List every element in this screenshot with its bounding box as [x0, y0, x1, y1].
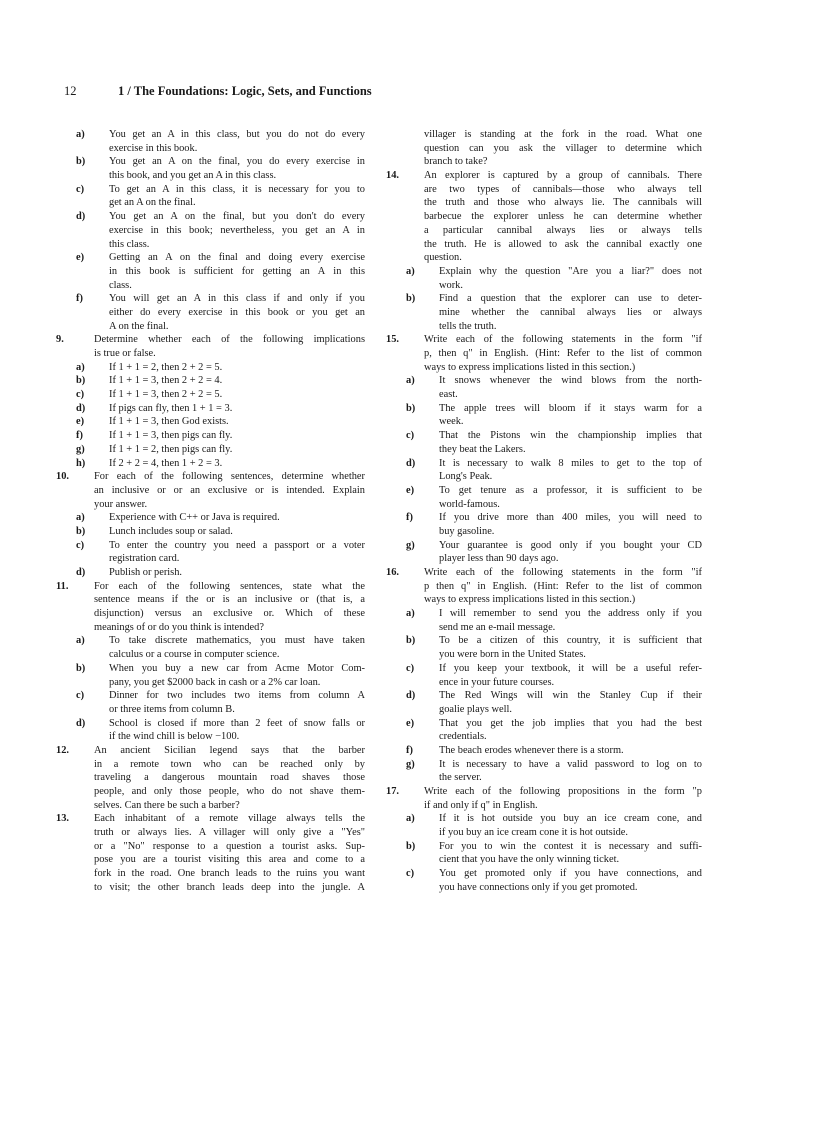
- line-text: If 1 + 1 = 2, then pigs can fly.: [109, 443, 233, 455]
- line-text: goalie plays well.: [439, 703, 513, 715]
- exercise-number: 14.: [386, 170, 399, 182]
- text-line: [396, 443, 702, 457]
- text-line: [66, 183, 365, 197]
- subitem-label: b): [406, 840, 416, 852]
- line-text: That the Pistons win the championship implies that: [439, 430, 702, 442]
- line-text: week.: [439, 416, 464, 428]
- right-column: [386, 128, 702, 895]
- subitem-label: a): [406, 608, 415, 620]
- text-line: [396, 744, 702, 758]
- line-text: in a remote town who can be reached only by: [94, 758, 365, 770]
- text-line: [66, 758, 365, 772]
- line-text: this class.: [109, 238, 150, 250]
- text-line: [396, 703, 702, 717]
- line-text: question can you ask the villager to determine which: [424, 142, 702, 154]
- text-line: [66, 634, 365, 648]
- line-text: Find a question that the explorer can use to deter-: [439, 293, 702, 305]
- line-text: in this book is sufficient for getting an A in this: [109, 265, 365, 277]
- line-text: To be a citizen of this country, it is sufficient that: [439, 635, 702, 647]
- text-line: [66, 443, 365, 457]
- line-text: tells the truth.: [439, 320, 497, 332]
- subitem-label: a): [76, 129, 85, 140]
- text-line: [66, 429, 365, 443]
- line-text: sentence means if the or is an inclusive or (that is, a: [94, 594, 365, 606]
- line-text: ways to express implications listed in this section.): [424, 361, 636, 373]
- text-line: [396, 593, 702, 607]
- line-text: School is closed if more than 2 feet of snow falls or: [109, 717, 365, 729]
- subitem-label: g): [406, 758, 415, 770]
- text-line: [396, 265, 702, 279]
- text-line: [66, 771, 365, 785]
- text-line: [66, 457, 365, 471]
- text-line: [66, 169, 365, 183]
- line-text: For each of the following sentences, determine whether: [94, 471, 365, 483]
- text-line: [66, 388, 365, 402]
- subitem-label: d): [406, 457, 416, 469]
- text-line: [396, 580, 702, 594]
- text-line: [66, 539, 365, 553]
- line-text: or a "No" response to a question a tourist asks. Sup-: [94, 840, 365, 852]
- text-line: [396, 771, 702, 785]
- subitem-label: d): [76, 402, 86, 414]
- text-line: [396, 251, 702, 265]
- subitem-label: e): [76, 252, 85, 264]
- text-line: [66, 155, 365, 169]
- text-line: [396, 155, 702, 169]
- text-line: [396, 853, 702, 867]
- subitem-label: c): [406, 662, 415, 674]
- text-line: [66, 196, 365, 210]
- text-line: [66, 415, 365, 429]
- line-text: If 1 + 1 = 3, then 2 + 2 = 5.: [109, 389, 223, 401]
- line-text: exercise in this book; nevertheless, you get an A in: [109, 224, 365, 236]
- line-text: the truth. He is allowed to ask the cannibal exactly one: [424, 238, 702, 250]
- line-text: If 1 + 1 = 2, then 2 + 2 = 5.: [109, 361, 223, 373]
- text-line: [396, 470, 702, 484]
- line-text: Your guarantee is good only if you bought your CD: [439, 539, 702, 551]
- text-line: [66, 662, 365, 676]
- line-text: It is necessary to have a valid password to log on to: [439, 758, 702, 770]
- text-line: [66, 717, 365, 731]
- text-line: [396, 484, 702, 498]
- text-line: [396, 361, 702, 375]
- text-line: [66, 703, 365, 717]
- exercise-number: 10.: [56, 471, 69, 483]
- line-text: or three items from column B.: [109, 703, 235, 715]
- subitem-label: a): [76, 512, 85, 524]
- text-line: [396, 867, 702, 881]
- line-text: world-famous.: [439, 498, 500, 510]
- line-text: p then q" in English. (Hint: Refer to the list of common: [424, 580, 702, 592]
- text-line: [66, 730, 365, 744]
- text-line: [396, 799, 702, 813]
- line-text: Lunch includes soup or salad.: [109, 525, 233, 537]
- subitem-label: f): [76, 430, 83, 442]
- subitem-label: b): [76, 525, 86, 537]
- line-text: if the wind chill is below −100.: [109, 731, 240, 743]
- subitem-label: b): [76, 375, 86, 387]
- line-text: work.: [439, 279, 463, 291]
- line-text: If 1 + 1 = 3, then God exists.: [109, 416, 229, 428]
- exercise-number: 15.: [386, 334, 399, 346]
- line-text: a particular cannibal always lies or always tells: [424, 224, 702, 236]
- line-text: If 1 + 1 = 3, then pigs can fly.: [109, 430, 233, 442]
- line-text: You get an A on the final, but you don't do every: [109, 211, 365, 223]
- text-line: [396, 498, 702, 512]
- line-text: Publish or perish.: [109, 567, 183, 578]
- line-text: You get an A on the final, you do every exercise in: [109, 156, 365, 168]
- line-text: ways to express implications listed in this section.): [424, 594, 636, 606]
- text-line: [56, 744, 365, 758]
- line-text: For you to win the contest it is necessary and suffi-: [439, 840, 702, 852]
- line-text: you were born in the United States.: [439, 649, 586, 661]
- line-text: traveling a dangerous mountain road shaves those: [94, 772, 365, 784]
- text-line: [66, 498, 365, 512]
- line-text: this book, and you get an A in this class.: [109, 170, 277, 182]
- line-text: Write each of the following statements in the form "if: [424, 334, 702, 346]
- line-text: calculus or a course in computer science.: [109, 649, 280, 661]
- text-line: [396, 292, 702, 306]
- line-text: to visit; the other branch leads deep into the jungle. A: [94, 881, 365, 893]
- line-text: An ancient Sicilian legend says that the barber: [94, 744, 365, 756]
- line-text: mine whether the cannibal always lies or always: [439, 306, 702, 318]
- line-text: barbecue the explorer unless he can determine whether: [424, 211, 702, 223]
- subitem-label: d): [76, 717, 86, 729]
- line-text: you have connections only if you get promoted.: [439, 881, 638, 893]
- line-text: disjunction) versus an exclusive or. Which of these: [94, 608, 365, 620]
- text-line: [66, 648, 365, 662]
- exercise-number: 11.: [56, 580, 69, 592]
- text-line: [396, 128, 702, 142]
- line-text: player less than 90 days ago.: [439, 553, 559, 565]
- line-text: You will get an A in this class if and only if you: [109, 293, 365, 305]
- text-line: [66, 689, 365, 703]
- text-line: [66, 607, 365, 621]
- text-line: [66, 840, 365, 854]
- line-text: If it is hot outside you buy an ice cream cone, and: [439, 813, 702, 825]
- text-line: [396, 621, 702, 635]
- text-line: [66, 593, 365, 607]
- text-line: [66, 320, 365, 334]
- text-line: [396, 539, 702, 553]
- text-line: [396, 730, 702, 744]
- subitem-label: c): [406, 430, 415, 442]
- text-line: [396, 648, 702, 662]
- text-line: [396, 758, 702, 772]
- text-line: [386, 785, 702, 799]
- text-line: [396, 881, 702, 895]
- subitem-label: c): [76, 183, 85, 195]
- text-line: [66, 279, 365, 293]
- line-text: To get tenure as a professor, it is sufficient to be: [439, 484, 702, 496]
- subitem-label: c): [76, 389, 85, 401]
- line-text: The Red Wings will win the Stanley Cup if their: [439, 690, 702, 702]
- line-text: When you buy a new car from Acme Motor Com-: [109, 662, 365, 674]
- text-line: [396, 320, 702, 334]
- text-line: [66, 552, 365, 566]
- line-text: Explain why the question "Are you a liar?" does not: [439, 265, 702, 277]
- line-text: Dinner for two includes two items from column A: [109, 690, 365, 702]
- text-line: [396, 676, 702, 690]
- line-text: If 2 + 2 = 4, then 1 + 2 = 3.: [109, 457, 223, 469]
- text-line: [66, 826, 365, 840]
- subitem-label: a): [406, 265, 415, 277]
- text-line: [56, 580, 365, 594]
- line-text: an inclusive or or an exclusive or is intended. Explain: [94, 484, 365, 496]
- line-text: exercise in this book.: [109, 142, 198, 154]
- subitem-label: f): [406, 512, 413, 524]
- line-text: they beat the Lakers.: [439, 443, 526, 455]
- line-text: p, then q" in English. (Hint: Refer to the list of common: [424, 348, 702, 359]
- text-line: [56, 812, 365, 826]
- text-line: [396, 388, 702, 402]
- line-text: registration card.: [109, 553, 180, 565]
- text-line: [66, 265, 365, 279]
- text-line: [66, 402, 365, 416]
- text-line: [396, 607, 702, 621]
- line-text: Getting an A on the final and doing every exercise: [109, 252, 365, 264]
- text-line: [66, 361, 365, 375]
- text-line: [66, 621, 365, 635]
- running-title: 1 / The Foundations: Logic, Sets, and Functions: [118, 84, 372, 98]
- page-header: [64, 84, 372, 99]
- line-text: cient that you have the only winning ticket.: [439, 854, 620, 866]
- text-line: [396, 196, 702, 210]
- subitem-label: b): [406, 635, 416, 647]
- text-line: [396, 279, 702, 293]
- text-line: [396, 634, 702, 648]
- line-text: It is necessary to walk 8 miles to get to the top of: [439, 457, 702, 469]
- text-line: [396, 306, 702, 320]
- line-text: For each of the following sentences, state what the: [94, 580, 365, 592]
- subitem-label: a): [406, 813, 415, 825]
- line-text: Determine whether each of the following implications: [94, 334, 365, 346]
- text-line: [66, 374, 365, 388]
- subitem-label: f): [76, 293, 83, 305]
- text-line: [396, 457, 702, 471]
- text-line: [396, 525, 702, 539]
- text-line: [66, 347, 365, 361]
- subitem-label: b): [406, 293, 416, 305]
- line-text: send me an e-mail message.: [439, 621, 556, 633]
- text-line: [66, 484, 365, 498]
- text-line: [396, 374, 702, 388]
- text-line: [396, 662, 702, 676]
- line-text: I will remember to send you the address only if you: [439, 608, 702, 620]
- line-text: either do every exercise in this book or you get an: [109, 306, 365, 318]
- text-line: [386, 169, 702, 183]
- text-line: [396, 826, 702, 840]
- line-text: You get promoted only if you have connections, and: [439, 868, 702, 880]
- left-column: [56, 128, 365, 895]
- text-line: [396, 238, 702, 252]
- line-text: The beach erodes whenever there is a storm.: [439, 744, 624, 756]
- text-line: [66, 128, 365, 142]
- text-line: [66, 881, 365, 895]
- text-line: [66, 511, 365, 525]
- subitem-label: a): [406, 375, 415, 387]
- line-text: To enter the country you need a passport or a voter: [109, 539, 365, 551]
- line-text: Experience with C++ or Java is required.: [109, 512, 280, 524]
- subitem-label: d): [76, 211, 86, 223]
- text-line: [66, 142, 365, 156]
- line-text: get an A on the final.: [109, 197, 196, 209]
- page-number: 12: [64, 84, 77, 98]
- line-text: credentials.: [439, 731, 487, 743]
- line-text: An explorer is captured by a group of cannibals. There: [424, 170, 702, 182]
- subitem-label: d): [406, 690, 416, 702]
- line-text: buy gasoline.: [439, 525, 495, 537]
- text-line: [396, 812, 702, 826]
- text-line: [66, 525, 365, 539]
- line-text: ence in your future courses.: [439, 676, 555, 688]
- text-line: [66, 676, 365, 690]
- subitem-label: e): [406, 484, 415, 496]
- text-line: [396, 717, 702, 731]
- subitem-label: g): [406, 539, 415, 551]
- line-text: selves. Can there be such a barber?: [94, 799, 240, 811]
- line-text: villager is standing at the fork in the road. What one: [424, 129, 702, 140]
- text-line: [66, 853, 365, 867]
- text-line: [396, 552, 702, 566]
- text-line: [66, 251, 365, 265]
- text-line: [66, 799, 365, 813]
- text-line: [396, 183, 702, 197]
- subitem-label: b): [76, 662, 86, 674]
- line-text: Write each of the following statements in the form "if: [424, 567, 702, 578]
- text-line: [396, 511, 702, 525]
- subitem-label: g): [76, 443, 85, 455]
- line-text: east.: [439, 389, 458, 401]
- line-text: Write each of the following propositions in the form "p: [424, 786, 702, 797]
- subitem-label: a): [76, 361, 85, 373]
- text-line: [66, 566, 365, 580]
- line-text: It snows whenever the wind blows from the north-: [439, 375, 702, 387]
- line-text: pany, you get $2000 back in cash or a 2% car loan.: [109, 676, 321, 688]
- line-text: To get an A in this class, it is necessary for you to: [109, 183, 365, 195]
- line-text: fork in the road. One branch leads to the ruins you want: [94, 868, 365, 880]
- line-text: are two types of cannibals—those who always tell: [424, 183, 702, 195]
- text-line: [386, 333, 702, 347]
- text-line: [66, 210, 365, 224]
- text-line: [386, 566, 702, 580]
- line-text: To take discrete mathematics, you must have taken: [109, 635, 365, 647]
- text-line: [66, 292, 365, 306]
- subitem-label: e): [406, 717, 415, 729]
- line-text: question.: [424, 252, 462, 264]
- line-text: If 1 + 1 = 3, then 2 + 2 = 4.: [109, 375, 223, 387]
- line-text: If pigs can fly, then 1 + 1 = 3.: [109, 402, 233, 414]
- line-text: class.: [109, 279, 132, 291]
- subitem-label: e): [76, 416, 85, 428]
- exercise-number: 12.: [56, 744, 69, 756]
- line-text: The apple trees will bloom if it stays warm for a: [439, 402, 702, 414]
- exercise-number: 13.: [56, 813, 69, 825]
- line-text: meanings of or do you think is intended?: [94, 621, 264, 633]
- text-line: [396, 347, 702, 361]
- text-line: [396, 689, 702, 703]
- line-text: That you get the job implies that you had the best: [439, 717, 702, 729]
- line-text: people, and only those people, who do not shave them-: [94, 786, 365, 797]
- line-text: the truth and those who always lie. The cannibals will: [424, 197, 702, 209]
- text-line: [396, 142, 702, 156]
- line-text: pose you are a tourist visiting this area and come to a: [94, 854, 365, 866]
- line-text: if you buy an ice cream cone it is hot outside.: [439, 827, 628, 839]
- text-line: [56, 333, 365, 347]
- line-text: Long's Peak.: [439, 471, 493, 483]
- subitem-label: c): [76, 690, 85, 702]
- text-line: [66, 306, 365, 320]
- line-text: branch to take?: [424, 156, 488, 168]
- text-line: [396, 224, 702, 238]
- subitem-label: b): [406, 402, 416, 414]
- text-line: [396, 429, 702, 443]
- subitem-label: c): [76, 539, 85, 551]
- text-line: [66, 238, 365, 252]
- exercise-number: 17.: [386, 786, 399, 797]
- exercise-number: 16.: [386, 567, 399, 578]
- exercise-number: 9.: [56, 334, 64, 346]
- subitem-label: b): [76, 156, 86, 168]
- subitem-label: f): [406, 744, 413, 756]
- line-text: is true or false.: [94, 348, 156, 359]
- subitem-label: c): [406, 868, 415, 880]
- line-text: Each inhabitant of a remote village always tells the: [94, 813, 365, 825]
- line-text: if and only if q" in English.: [424, 799, 538, 811]
- line-text: the server.: [439, 772, 482, 784]
- text-line: [396, 840, 702, 854]
- line-text: If you keep your textbook, it will be a useful refer-: [439, 662, 702, 674]
- line-text: A on the final.: [109, 320, 169, 332]
- line-text: truth or always lies. A villager will only give a "Yes": [94, 827, 365, 839]
- text-line: [56, 470, 365, 484]
- line-text: your answer.: [94, 498, 148, 510]
- subitem-label: d): [76, 567, 86, 578]
- text-line: [396, 402, 702, 416]
- text-line: [396, 210, 702, 224]
- line-text: You get an A in this class, but you do not do every: [109, 129, 365, 140]
- text-line: [396, 415, 702, 429]
- text-line: [66, 224, 365, 238]
- text-line: [66, 867, 365, 881]
- line-text: If you drive more than 400 miles, you will need to: [439, 512, 702, 524]
- subitem-label: a): [76, 635, 85, 647]
- subitem-label: h): [76, 457, 86, 469]
- text-line: [66, 785, 365, 799]
